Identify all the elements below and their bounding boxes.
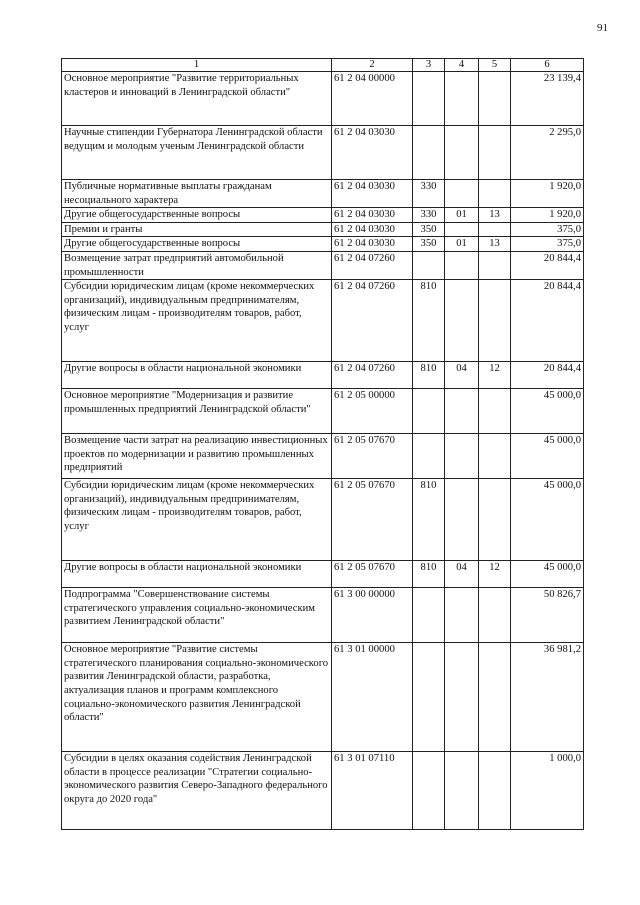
row-col3-cell: [413, 72, 445, 126]
table-row: [62, 362, 584, 389]
row-col4-cell: 04: [445, 362, 479, 389]
header-col-3: 3: [413, 59, 445, 72]
row-col3-cell: [413, 389, 445, 434]
row-amount-cell: 1 920,0: [511, 208, 584, 223]
row-name-cell: Другие общегосударственные вопросы: [62, 237, 332, 252]
row-name-cell: Возмещение затрат предприятий автомобильной промышленности: [62, 251, 332, 279]
row-col5-cell: [479, 180, 511, 208]
row-col3-cell: [413, 251, 445, 279]
row-code-cell: 61 2 04 07260: [332, 362, 413, 389]
table-row: [62, 643, 584, 752]
row-col4-cell: [445, 434, 479, 479]
row-col4-cell: 01: [445, 208, 479, 223]
row-col5-cell: [479, 479, 511, 561]
header-col-2: 2: [332, 59, 413, 72]
row-amount-cell: 45 000,0: [511, 434, 584, 479]
row-code-cell: 61 3 01 00000: [332, 643, 413, 752]
row-name-cell: Основное мероприятие "Развитие системы стратегического планирования социально-экономического развития Ленинградской области, разработка, актуализация планов и программ комплексного социально-экономического развития Ленинградской области": [62, 643, 332, 752]
row-amount-cell: 45 000,0: [511, 561, 584, 588]
row-name-cell: Субсидии в целях оказания содействия Ленинградской области в процессе реализации "Стратегии социально-экономического развития Северо-Западного федерального округа до 2020 года": [62, 752, 332, 830]
row-amount-cell: 20 844,4: [511, 280, 584, 362]
table-row: [62, 72, 584, 126]
table-row: [62, 280, 584, 362]
table-row: [62, 251, 584, 279]
header-col-4: 4: [445, 59, 479, 72]
row-code-cell: 61 2 04 00000: [332, 72, 413, 126]
row-name-cell: Другие общегосударственные вопросы: [62, 208, 332, 223]
header-col-6: 6: [511, 59, 584, 72]
row-col5-cell: 12: [479, 362, 511, 389]
table-row: [62, 588, 584, 643]
row-col4-cell: [445, 251, 479, 279]
row-name-cell: Другие вопросы в области национальной экономики: [62, 561, 332, 588]
table-row: [62, 222, 584, 237]
row-col3-cell: 810: [413, 280, 445, 362]
page-number: 91: [597, 22, 608, 34]
row-col3-cell: [413, 643, 445, 752]
row-code-cell: 61 2 04 03030: [332, 222, 413, 237]
table-row: [62, 180, 584, 208]
row-col4-cell: [445, 180, 479, 208]
row-name-cell: Основное мероприятие "Модернизация и развитие промышленных предприятий Ленинградской области": [62, 389, 332, 434]
row-amount-cell: 45 000,0: [511, 479, 584, 561]
row-amount-cell: 45 000,0: [511, 389, 584, 434]
row-col4-cell: 04: [445, 561, 479, 588]
row-col5-cell: 12: [479, 561, 511, 588]
row-code-cell: 61 2 05 07670: [332, 479, 413, 561]
row-amount-cell: 20 844,4: [511, 362, 584, 389]
row-col5-cell: [479, 126, 511, 180]
row-col4-cell: [445, 643, 479, 752]
row-col4-cell: [445, 222, 479, 237]
row-col5-cell: 13: [479, 208, 511, 223]
row-col3-cell: [413, 434, 445, 479]
row-code-cell: 61 2 04 03030: [332, 237, 413, 252]
table-row: [62, 237, 584, 252]
row-code-cell: 61 2 04 03030: [332, 126, 413, 180]
row-amount-cell: 23 139,4: [511, 72, 584, 126]
row-col5-cell: [479, 389, 511, 434]
row-col3-cell: [413, 126, 445, 180]
row-name-cell: Субсидии юридическим лицам (кроме некоммерческих организаций), индивидуальным предпринимателям, физическим лицам - производителям товаров, работ, услуг: [62, 280, 332, 362]
row-col3-cell: 350: [413, 237, 445, 252]
row-name-cell: Возмещение части затрат на реализацию инвестиционных проектов по модернизации и развитию промышленных предприятий: [62, 434, 332, 479]
row-col4-cell: [445, 389, 479, 434]
row-code-cell: 61 3 00 00000: [332, 588, 413, 643]
row-amount-cell: 1 920,0: [511, 180, 584, 208]
header-row: [62, 59, 584, 72]
row-col4-cell: [445, 126, 479, 180]
row-col3-cell: 810: [413, 561, 445, 588]
table-row: [62, 208, 584, 223]
row-name-cell: Основное мероприятие "Развитие территориальных кластеров и инноваций в Ленинградской области": [62, 72, 332, 126]
budget-table: [61, 58, 584, 830]
table-row: [62, 752, 584, 830]
row-code-cell: 61 2 05 07670: [332, 434, 413, 479]
row-code-cell: 61 2 04 03030: [332, 180, 413, 208]
table-row: [62, 434, 584, 479]
row-col5-cell: [479, 280, 511, 362]
row-col5-cell: [479, 434, 511, 479]
row-col4-cell: [445, 72, 479, 126]
row-col3-cell: [413, 588, 445, 643]
table-row: [62, 561, 584, 588]
row-name-cell: Научные стипендии Губернатора Ленинградской области ведущим и молодым ученым Ленинградской области: [62, 126, 332, 180]
row-amount-cell: 375,0: [511, 222, 584, 237]
row-col4-cell: 01: [445, 237, 479, 252]
row-col5-cell: [479, 643, 511, 752]
row-col3-cell: 350: [413, 222, 445, 237]
row-amount-cell: 2 295,0: [511, 126, 584, 180]
table-row: [62, 479, 584, 561]
row-amount-cell: 50 826,7: [511, 588, 584, 643]
row-name-cell: Подпрограмма "Совершенствование системы стратегического управления социально-экономическим развитием Ленинградской области": [62, 588, 332, 643]
row-name-cell: Публичные нормативные выплаты гражданам несоциального характера: [62, 180, 332, 208]
row-amount-cell: 375,0: [511, 237, 584, 252]
row-col4-cell: [445, 479, 479, 561]
row-code-cell: 61 2 04 07260: [332, 251, 413, 279]
table-row: [62, 389, 584, 434]
row-amount-cell: 20 844,4: [511, 251, 584, 279]
row-name-cell: Субсидии юридическим лицам (кроме некоммерческих организаций), индивидуальным предпринимателям, физическим лицам - производителям товаров, работ, услуг: [62, 479, 332, 561]
row-col5-cell: [479, 588, 511, 643]
row-col5-cell: [479, 222, 511, 237]
row-col5-cell: [479, 72, 511, 126]
row-col5-cell: [479, 251, 511, 279]
row-code-cell: 61 2 04 07260: [332, 280, 413, 362]
row-code-cell: 61 2 05 00000: [332, 389, 413, 434]
row-col5-cell: 13: [479, 237, 511, 252]
row-col3-cell: [413, 752, 445, 830]
table-row: [62, 126, 584, 180]
row-col3-cell: 810: [413, 362, 445, 389]
row-name-cell: Другие вопросы в области национальной экономики: [62, 362, 332, 389]
row-name-cell: Премии и гранты: [62, 222, 332, 237]
row-col3-cell: 330: [413, 208, 445, 223]
row-code-cell: 61 2 04 03030: [332, 208, 413, 223]
header-col-1: 1: [62, 59, 332, 72]
row-amount-cell: 36 981,2: [511, 643, 584, 752]
row-col5-cell: [479, 752, 511, 830]
row-col4-cell: [445, 588, 479, 643]
row-col4-cell: [445, 280, 479, 362]
row-amount-cell: 1 000,0: [511, 752, 584, 830]
row-col3-cell: 810: [413, 479, 445, 561]
row-code-cell: 61 2 05 07670: [332, 561, 413, 588]
header-col-5: 5: [479, 59, 511, 72]
row-col3-cell: 330: [413, 180, 445, 208]
row-col4-cell: [445, 752, 479, 830]
row-code-cell: 61 3 01 07110: [332, 752, 413, 830]
